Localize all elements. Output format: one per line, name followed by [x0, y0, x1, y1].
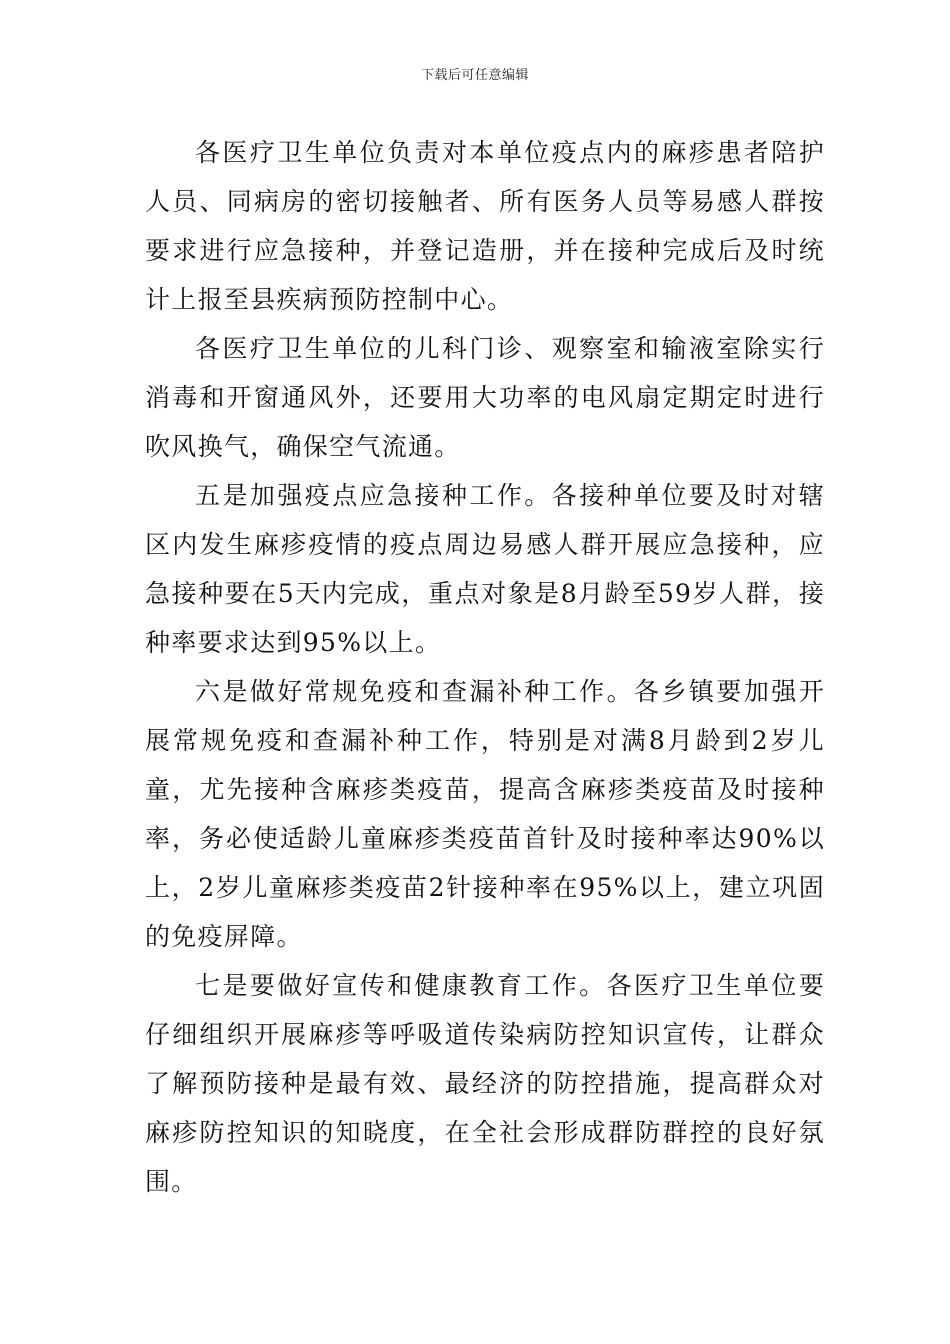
document-body — [145, 128, 825, 1206]
paragraph: 各医疗卫生单位的儿科门诊、观察室和输液室除实行消毒和开窗通风外，还要用大功率的电风扇定期定时进行吹风换气，确保空气流通。 — [145, 334, 825, 461]
paragraph: 七是要做好宣传和健康教育工作。各医疗卫生单位要仔细组织开展麻疹等呼吸道传染病防控知识宣传，让群众了解预防接种是最有效、最经济的防控措施，提高群众对麻疹防控知识的知晓度，在全社会形成群防群控的良好氛围。 — [145, 971, 825, 1196]
paragraph: 六是做好常规免疫和查漏补种工作。各乡镇要加强开展常规免疫和查漏补种工作，特别是对满8月龄到2岁儿童，尤先接种含麻疹类疫苗，提高含麻疹类疫苗及时接种率，务必使适龄儿童麻疹类疫苗首针及时接种率达90%以上，2岁儿童麻疹类疫苗2针接种率在95%以上，建立巩固的免疫屏障。 — [145, 677, 825, 951]
page-header-note: 下载后可任意编辑 — [420, 68, 529, 83]
paragraph: 各医疗卫生单位负责对本单位疫点内的麻疹患者陪护人员、同病房的密切接触者、所有医务人员等易感人群按要求进行应急接种，并登记造册，并在接种完成后及时统计上报至县疾病预防控制中心。 — [145, 138, 825, 314]
paragraph: 五是加强疫点应急接种工作。各接种单位要及时对辖区内发生麻疹疫情的疫点周边易感人群开展应急接种，应急接种要在5天内完成，重点对象是8月龄至59岁人群，接种率要求达到95%以上。 — [145, 481, 825, 657]
